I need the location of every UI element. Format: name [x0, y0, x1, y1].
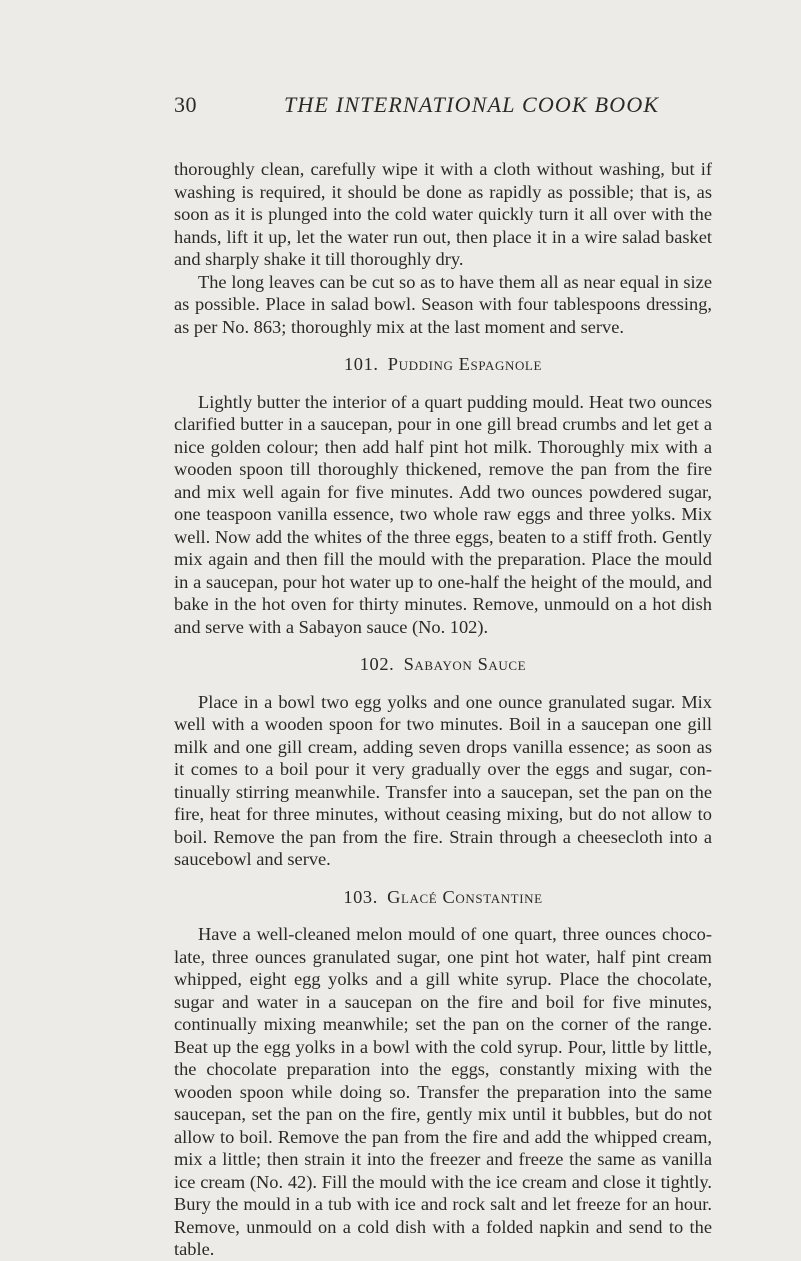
recipe-title: Glacé Constantine — [387, 886, 543, 907]
intro-paragraph-continued: thoroughly clean, carefully wipe it with a cloth without washing, but if washing is required, it should be done as rapidly as possible; that is, as soon as it is plunged into the cold water quickly turn it all over with the hands, lift it up, let the water run out, then place it in a wire salad basket and sharply shake it till thoroughly dry. — [174, 159, 712, 269]
book-title: THE INTERNATIONAL COOK BOOK — [284, 92, 660, 117]
recipe-number: 103. — [343, 886, 378, 907]
recipe-heading-102 — [174, 653, 712, 676]
recipe-number: 101. — [343, 354, 379, 374]
recipe-title: Sabayon Sauce — [403, 654, 527, 674]
recipe-heading-103 — [174, 886, 712, 909]
recipe-number: 102. — [359, 654, 395, 674]
recipe-text-103: Have a well-cleaned melon mould of one quart, three ounces chocolate, three ounces granulated sugar, one pint hot water, half pint cream whipped, eight egg yolks and a gill white syrup. Place the chocolate, sugar and water in a saucepan on the fire and boil for five minutes, continually mixing meanwhile; set the pan on the corner of the range. Beat up the egg yolks in a bowl with the cold syrup. Pour, little by little, the chocolate preparation into the eggs, constantly mixing with the wooden spoon while doing so. Transfer the preparation into the same saucepan, set the pan on the fire, gently mix until it bubbles, but do not allow to boil. Remove the pan from the fire and add the whipped cream, mix a little; then strain it into the freezer and freeze the same as vanilla ice cream (No. 42). Fill the mould with the ice cream and close it tightly. Bury the mould in a tub with ice and rock salt and let freeze for an hour. Remove, unmould on a cold dish with a folded napkin and send to the table. — [174, 924, 712, 1259]
page-number: 30 — [174, 92, 197, 117]
running-head — [174, 92, 734, 122]
recipe-title: Pudding Espagnole — [387, 354, 543, 374]
recipe-text-102: Place in a bowl two egg yolks and one ounce granulated sugar. Mix well with a wooden spoon for two minutes. Boil in a saucepan one gill milk and one gill cream, adding seven drops vanilla essence; as soon as it comes to a boil pour it very gradually over the eggs and sugar, continually stirring meanwhile. Transfer into a saucepan, set the pan on the fire, heat for three minutes, without ceasing mixing, but do not allow to boil. Remove the pan from the fire. Strain through a cheesecloth into a saucebowl and serve. — [174, 691, 712, 869]
body-text — [174, 158, 712, 1261]
recipe-heading-101 — [174, 353, 712, 376]
intro-paragraph: The long leaves can be cut so as to have them all as near equal in size as possible. Place in salad bowl. Season with four tablespoons dressing, as per No. 863; thoroughly mix at the last moment and serve. — [174, 271, 712, 337]
recipe-text-101: Lightly butter the interior of a quart pudding mould. Heat two ounces clarified butter in a saucepan, pour in one gill bread crumbs and let get a nice golden colour; then add half pint hot milk. Thoroughly mix with a wooden spoon till thoroughly thickened, remove the pan from the fire and mix well again for five minutes. Add two ounces powdered sugar, one teaspoon vanilla essence, two whole raw eggs and three yolks. Mix well. Now add the whites of the three eggs, beaten to a stiff froth. Gently mix again and then fill the mould with the preparation. Place the mould in a saucepan, pour hot water up to one-half the height of the mould, and bake in the hot oven for thirty minutes. Remove, unmould on a hot dish and serve with a Sabayon sauce (No. 102). — [174, 391, 712, 637]
